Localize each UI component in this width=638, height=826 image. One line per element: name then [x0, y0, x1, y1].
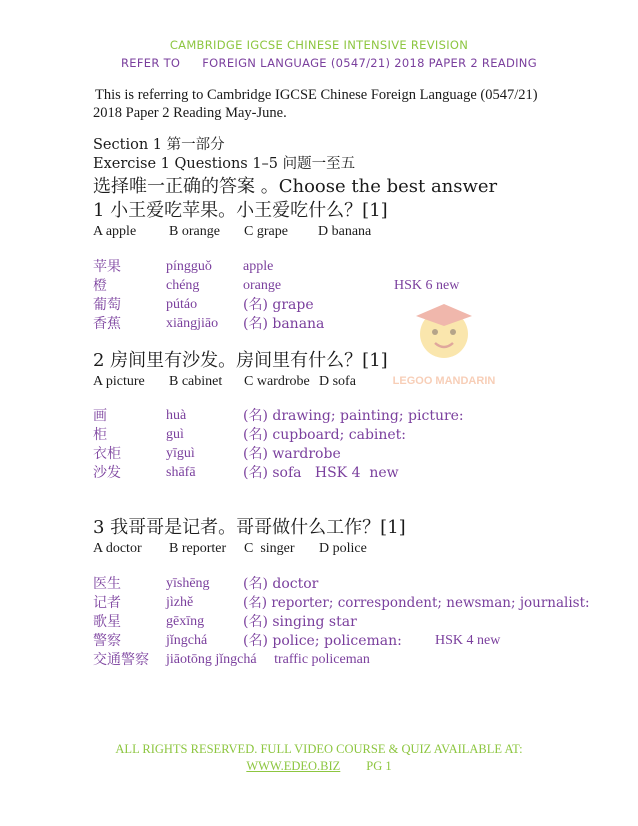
vocab-hanzi: 歌星 — [93, 614, 121, 630]
vocab-meaning: orange — [243, 278, 282, 293]
q2-option-b: B cabinet — [169, 374, 223, 389]
vocab-meaning: apple — [243, 259, 274, 274]
vocab-pinyin-meaning: jiāotōng jǐngchá traffic policeman — [166, 652, 370, 667]
vocab-pinyin: yīguì — [166, 446, 195, 461]
q1-option-d: D banana — [318, 224, 372, 239]
q1-option-a: A apple — [93, 224, 137, 239]
vocab-pinyin: shāfā — [166, 465, 196, 480]
logo-eye-right — [450, 329, 456, 335]
instruction: 选择唯一正确的答案 。Choose the best answer — [93, 176, 498, 197]
vocab-hanzi: 沙发 — [93, 465, 121, 481]
footer-rights: ALL RIGHTS RESERVED. FULL VIDEO COURSE & QUIZ AVAILABLE AT: — [115, 742, 523, 756]
footer-links — [0, 759, 638, 774]
vocab-meaning: (名) banana — [243, 316, 325, 332]
website-link[interactable]: WWW.EDEO.BIZ — [246, 759, 341, 773]
exercise-heading: Exercise 1 Questions 1–5 问题一至五 — [93, 156, 356, 172]
vocab-pinyin: yīshēng — [166, 576, 210, 591]
q1-option-c: C grape — [244, 224, 288, 239]
vocab-pinyin: gēxīng — [166, 614, 205, 629]
vocab-pinyin: jìzhě — [166, 595, 194, 610]
logo-text: LEGOO MANDARIN — [392, 375, 496, 387]
logo-eye-left — [432, 329, 438, 335]
vocab-meaning: (名) reporter; correspondent; newsman; journalist: — [243, 595, 590, 611]
vocab-hanzi: 柜 — [93, 427, 107, 443]
vocab-note: HSK 6 new — [394, 278, 460, 293]
vocab-meaning: (名) cupboard; cabinet: — [243, 427, 407, 443]
vocab-hanzi: 医生 — [93, 576, 121, 592]
q1-option-b: B orange — [169, 224, 220, 239]
vocab-hanzi: 葡萄 — [93, 297, 121, 313]
vocab-pinyin: jǐngchá — [166, 633, 208, 648]
vocab-pinyin: chéng — [166, 278, 200, 293]
header-subtitle — [121, 56, 638, 70]
vocab-meaning: (名) wardrobe — [243, 446, 341, 462]
q3-option-b: B reporter — [169, 541, 227, 556]
header-paper: FOREIGN LANGUAGE (0547/21) 2018 PAPER 2 READING — [202, 56, 537, 70]
q3-option-a: A doctor — [93, 541, 142, 556]
vocab-meaning: (名) police; policeman: — [243, 633, 402, 649]
vocab-pinyin: píngguǒ — [166, 259, 212, 274]
vocab-meaning: (名) grape — [243, 297, 314, 313]
vocab-hanzi: 警察 — [93, 633, 121, 649]
page-number: PG 1 — [366, 759, 392, 773]
vocab-hanzi: 交通警察 — [93, 652, 149, 668]
q2-option-d: D sofa — [319, 374, 356, 389]
vocab-hanzi: 衣柜 — [93, 446, 121, 462]
vocab-hanzi: 记者 — [93, 595, 121, 611]
vocab-note: HSK 4 new — [435, 633, 501, 648]
vocab-hanzi: 香蕉 — [93, 316, 121, 332]
section-heading: Section 1 第一部分 — [93, 137, 225, 153]
intro-line-2: 2018 Paper 2 Reading May-June. — [93, 105, 287, 121]
vocab-hanzi: 苹果 — [93, 259, 121, 275]
vocab-hanzi: 画 — [93, 408, 107, 424]
vocab-meaning: (名) doctor — [243, 576, 319, 592]
vocab-pinyin: huà — [166, 408, 187, 423]
vocab-pinyin: xiāngjiāo — [166, 316, 219, 331]
vocab-pinyin: pútáo — [166, 297, 198, 312]
vocab-meaning: (名) singing star — [243, 614, 357, 630]
vocab-pinyin: guì — [166, 427, 184, 442]
question-1: 1 小王爱吃苹果。小王爱吃什么？[1] — [93, 200, 388, 221]
header-refer: REFER TO — [121, 56, 181, 70]
vocab-meaning: (名) sofa HSK 4 new — [243, 465, 399, 481]
intro-line-1: This is referring to Cambridge IGCSE Chinese Foreign Language (0547/21) — [95, 87, 538, 103]
question-3: 3 我哥哥是记者。哥哥做什么工作？[1] — [93, 517, 406, 538]
q2-option-c: C wardrobe — [244, 374, 310, 389]
q3-option-c: C singer — [244, 541, 295, 556]
vocab-hanzi: 橙 — [93, 278, 107, 294]
q2-option-a: A picture — [93, 374, 145, 389]
question-2: 2 房间里有沙发。房间里有什么？[1] — [93, 350, 388, 371]
vocab-meaning: (名) drawing; painting; picture: — [243, 408, 464, 424]
q3-option-d: D police — [319, 541, 367, 556]
legoo-mandarin-logo — [386, 296, 502, 392]
header-title: CAMBRIDGE IGCSE CHINESE INTENSIVE REVISION — [169, 38, 469, 52]
